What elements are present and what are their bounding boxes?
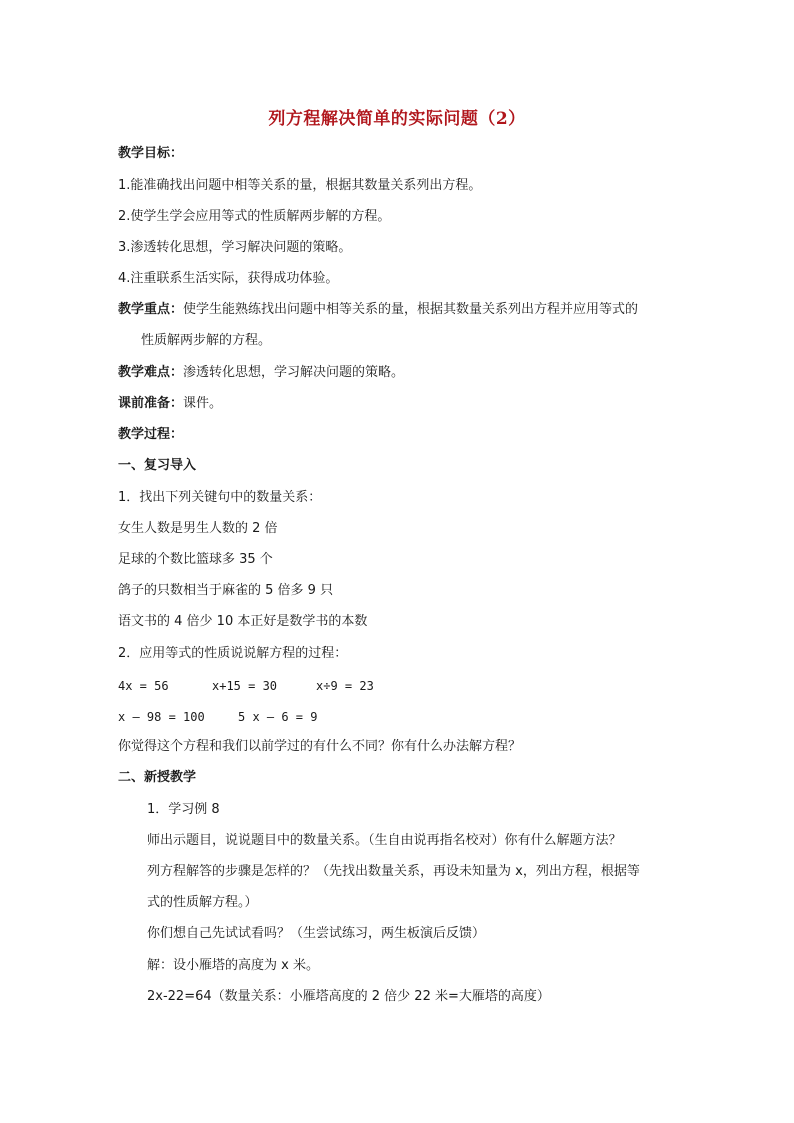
new-lesson-line-4: 式的性质解方程。） [147,895,258,910]
process-heading: 教学过程： [118,427,184,442]
equation: 4x = 56 [118,679,169,693]
difficulty [118,364,404,382]
new-lesson-line-1: 1．学习例 8 [147,802,220,817]
review-heading: 一、复习导入 [118,458,197,473]
key-point-label: 教学重点： [118,302,184,317]
new-lesson-line-5: 你们想自己先试试看吗？（生尝试练习，两生板演后反馈） [147,926,486,941]
objective-item-1: 1.能准确找出问题中相等关系的量，根据其数量关系列出方程。 [118,178,482,193]
difficulty-label: 教学难点： [118,365,184,380]
review-question-2: 2．应用等式的性质说说解方程的过程： [118,646,348,661]
equation: x+15 = 30 [212,679,278,693]
review-question-1: 1．找出下列关键句中的数量关系： [118,490,322,505]
new-lesson-line-3: 列方程解答的步骤是怎样的？（先找出数量关系，再设未知量为 x，列出方程，根据等 [147,864,640,879]
key-point-continued: 性质解两步解的方程。 [141,333,272,348]
key-point [118,301,638,319]
document-title: 列方程解决简单的实际问题（2） [268,109,526,129]
preparation-text: 课件。 [183,396,223,411]
objective-item-4: 4.注重联系生活实际，获得成功体验。 [118,271,339,286]
preparation [118,395,222,413]
preparation-label: 课前准备： [118,396,184,411]
equation: 5 x – 6 = 9 [238,710,318,724]
equation: x÷9 = 23 [316,679,374,693]
new-lesson-heading: 二、新授教学 [118,770,197,785]
review-sentence-1: 女生人数是男生人数的 2 倍 [118,521,278,536]
equation: x – 98 = 100 [118,710,205,724]
objective-item-3: 3.渗透转化思想，学习解决问题的策略。 [118,240,352,255]
new-lesson-line-6: 解：设小雁塔的高度为 x 米。 [147,958,319,973]
objective-item-2: 2.使学生学会应用等式的性质解两步解的方程。 [118,209,391,224]
objectives-heading: 教学目标： [118,146,184,161]
equation-row-2 [118,708,317,726]
review-discussion: 你觉得这个方程和我们以前学过的有什么不同？你有什么办法解方程？ [118,739,522,754]
review-sentence-2: 足球的个数比篮球多 35 个 [118,552,273,567]
review-sentence-3: 鸽子的只数相当于麻雀的 5 倍多 9 只 [118,583,334,598]
key-point-text: 使学生能熟练找出问题中相等关系的量，根据其数量关系列出方程并应用等式的 [183,302,639,317]
difficulty-text: 渗透转化思想，学习解决问题的策略。 [183,365,405,380]
review-sentence-4: 语文书的 4 倍少 10 本正好是数学书的本数 [118,614,368,629]
new-lesson-line-2: 师出示题目，说说题目中的数量关系。（生自由说再指名校对）你有什么解题方法？ [147,833,622,848]
new-lesson-line-7: 2x-22=64（数量关系：小雁塔高度的 2 倍少 22 米=大雁塔的高度） [147,989,550,1004]
equation-row-1 [118,677,374,695]
